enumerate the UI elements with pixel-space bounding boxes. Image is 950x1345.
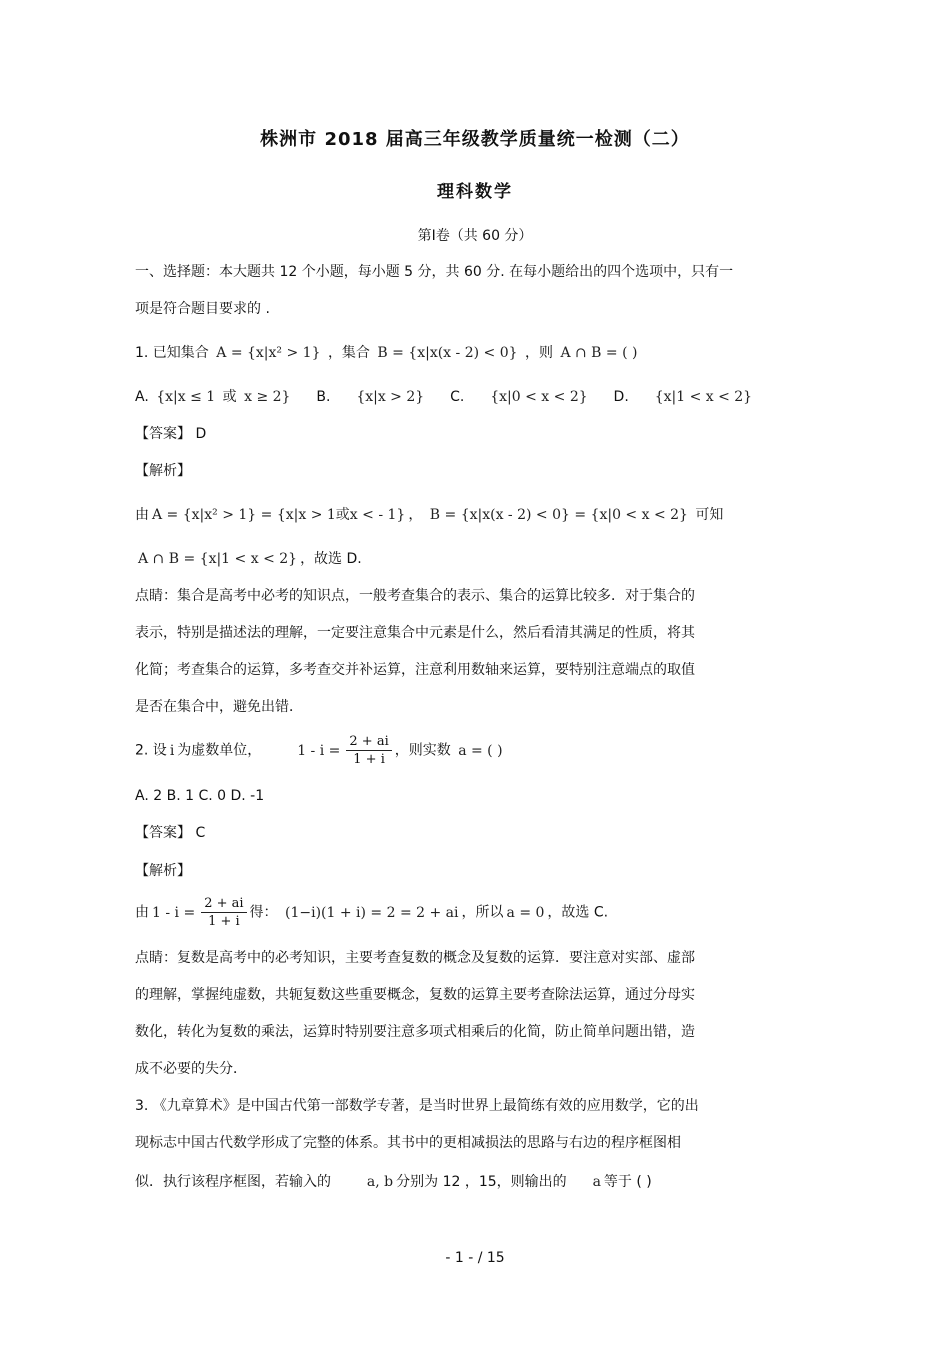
section-heading: 第Ⅰ卷（共 60 分）	[417, 228, 533, 244]
analysis-line: A ∩ B = {x|1 < x < 2} ，故选 D.	[138, 551, 362, 567]
question-3-line: 现标志中国古代数学形成了完整的体系。其书中的更相减损法的思路与右边的程序框图相	[135, 1135, 681, 1151]
page-subtitle: 理科数学	[437, 182, 513, 202]
analysis-label: 【解析】	[135, 863, 191, 879]
question-1-stem: 1. 已知集合 A = {x|x² > 1} ，集合 B = {x|x(x - 2) < 0} ，则 A ∩ B = ( )	[135, 345, 638, 361]
fraction: $\frac{2 + ai}{1 + i}$	[201, 895, 246, 930]
math-expr: A = {x|x² > 1}	[216, 345, 321, 361]
page-title: 株洲市 2018 届高三年级教学质量统一检测（二）	[260, 129, 690, 150]
question-2-stem: 2. 设 i 为虚数单位， 1 - i = $\frac{2 + ai}{1 + i}$ ，则实数 a = ( )	[135, 734, 503, 767]
question-2-options: A. 2 B. 1 C. 0 D. -1	[135, 788, 265, 804]
page-number: - 1 - / 15	[445, 1250, 505, 1266]
question-1-options: A. {x|x ≤ 1 或 x ≥ 2} B. {x|x > 2} C. {x|0 < x < 2} D. {x|1 < x < 2}	[135, 389, 753, 405]
analysis-line: 由 A = {x|x² > 1} = {x|x > 1或x < - 1} ， B = {x|x(x - 2) < 0} = {x|0 < x < 2} 可知	[135, 507, 724, 523]
note-line: 成不必要的失分．	[135, 1061, 247, 1077]
answer-line: 【答案】 C	[135, 825, 206, 841]
note-line: 点睛：集合是高考中必考的知识点，一般考查集合的表示、集合的运算比较多．对于集合的	[135, 588, 695, 604]
option-c-label: C.	[450, 389, 465, 405]
analysis-line: 由 1 - i = $\frac{2 + ai}{1 + i}$ 得： (1−i)(1 + i) = 2 = 2 + ai ，所以 a = 0 ，故选 C.	[135, 896, 609, 929]
note-line: 的理解，掌握纯虚数，共轭复数这些重要概念，复数的运算主要考查除法运算，通过分母实	[135, 987, 695, 1003]
option-b-label: B.	[316, 389, 331, 405]
question-3-line: 似．执行该程序框图，若输入的 a, b 分别为 12 ，15，则输出的 a 等于 ( )	[135, 1174, 652, 1190]
note-line: 是否在集合中，避免出错．	[135, 699, 303, 715]
option-d-label: D.	[613, 389, 629, 405]
note-line: 数化，转化为复数的乘法，运算时特别要注意多项式相乘后的化简，防止简单问题出错，造	[135, 1024, 695, 1040]
answer-line: 【答案】 D	[135, 426, 207, 442]
note-line: 点睛：复数是高考中的必考知识，主要考查复数的概念及复数的运算．要注意对实部、虚部	[135, 950, 695, 966]
instructions-line: 项是符合题目要求的 .	[135, 301, 270, 317]
math-expr: A ∩ B = ( )	[560, 345, 638, 361]
option-a-label: A.	[135, 389, 149, 405]
analysis-label: 【解析】	[135, 463, 191, 479]
fraction: $\frac{2 + ai}{1 + i}$	[346, 733, 391, 768]
question-3-line: 3. 《九章算术》是中国古代第一部数学专著，是当时世界上最简练有效的应用数学，它的出	[135, 1098, 699, 1114]
math-expr: B = {x|x(x - 2) < 0}	[377, 345, 518, 361]
note-line: 化简；考查集合的运算，多考查交并补运算，注意利用数轴来运算，要特别注意端点的取值	[135, 662, 695, 678]
instructions-line: 一、选择题：本大题共 12 个小题，每小题 5 分，共 60 分. 在每小题给出的四个选项中，只有一	[135, 264, 734, 280]
note-line: 表示，特别是描述法的理解，一定要注意集合中元素是什么，然后看清其满足的性质，将其	[135, 625, 695, 641]
